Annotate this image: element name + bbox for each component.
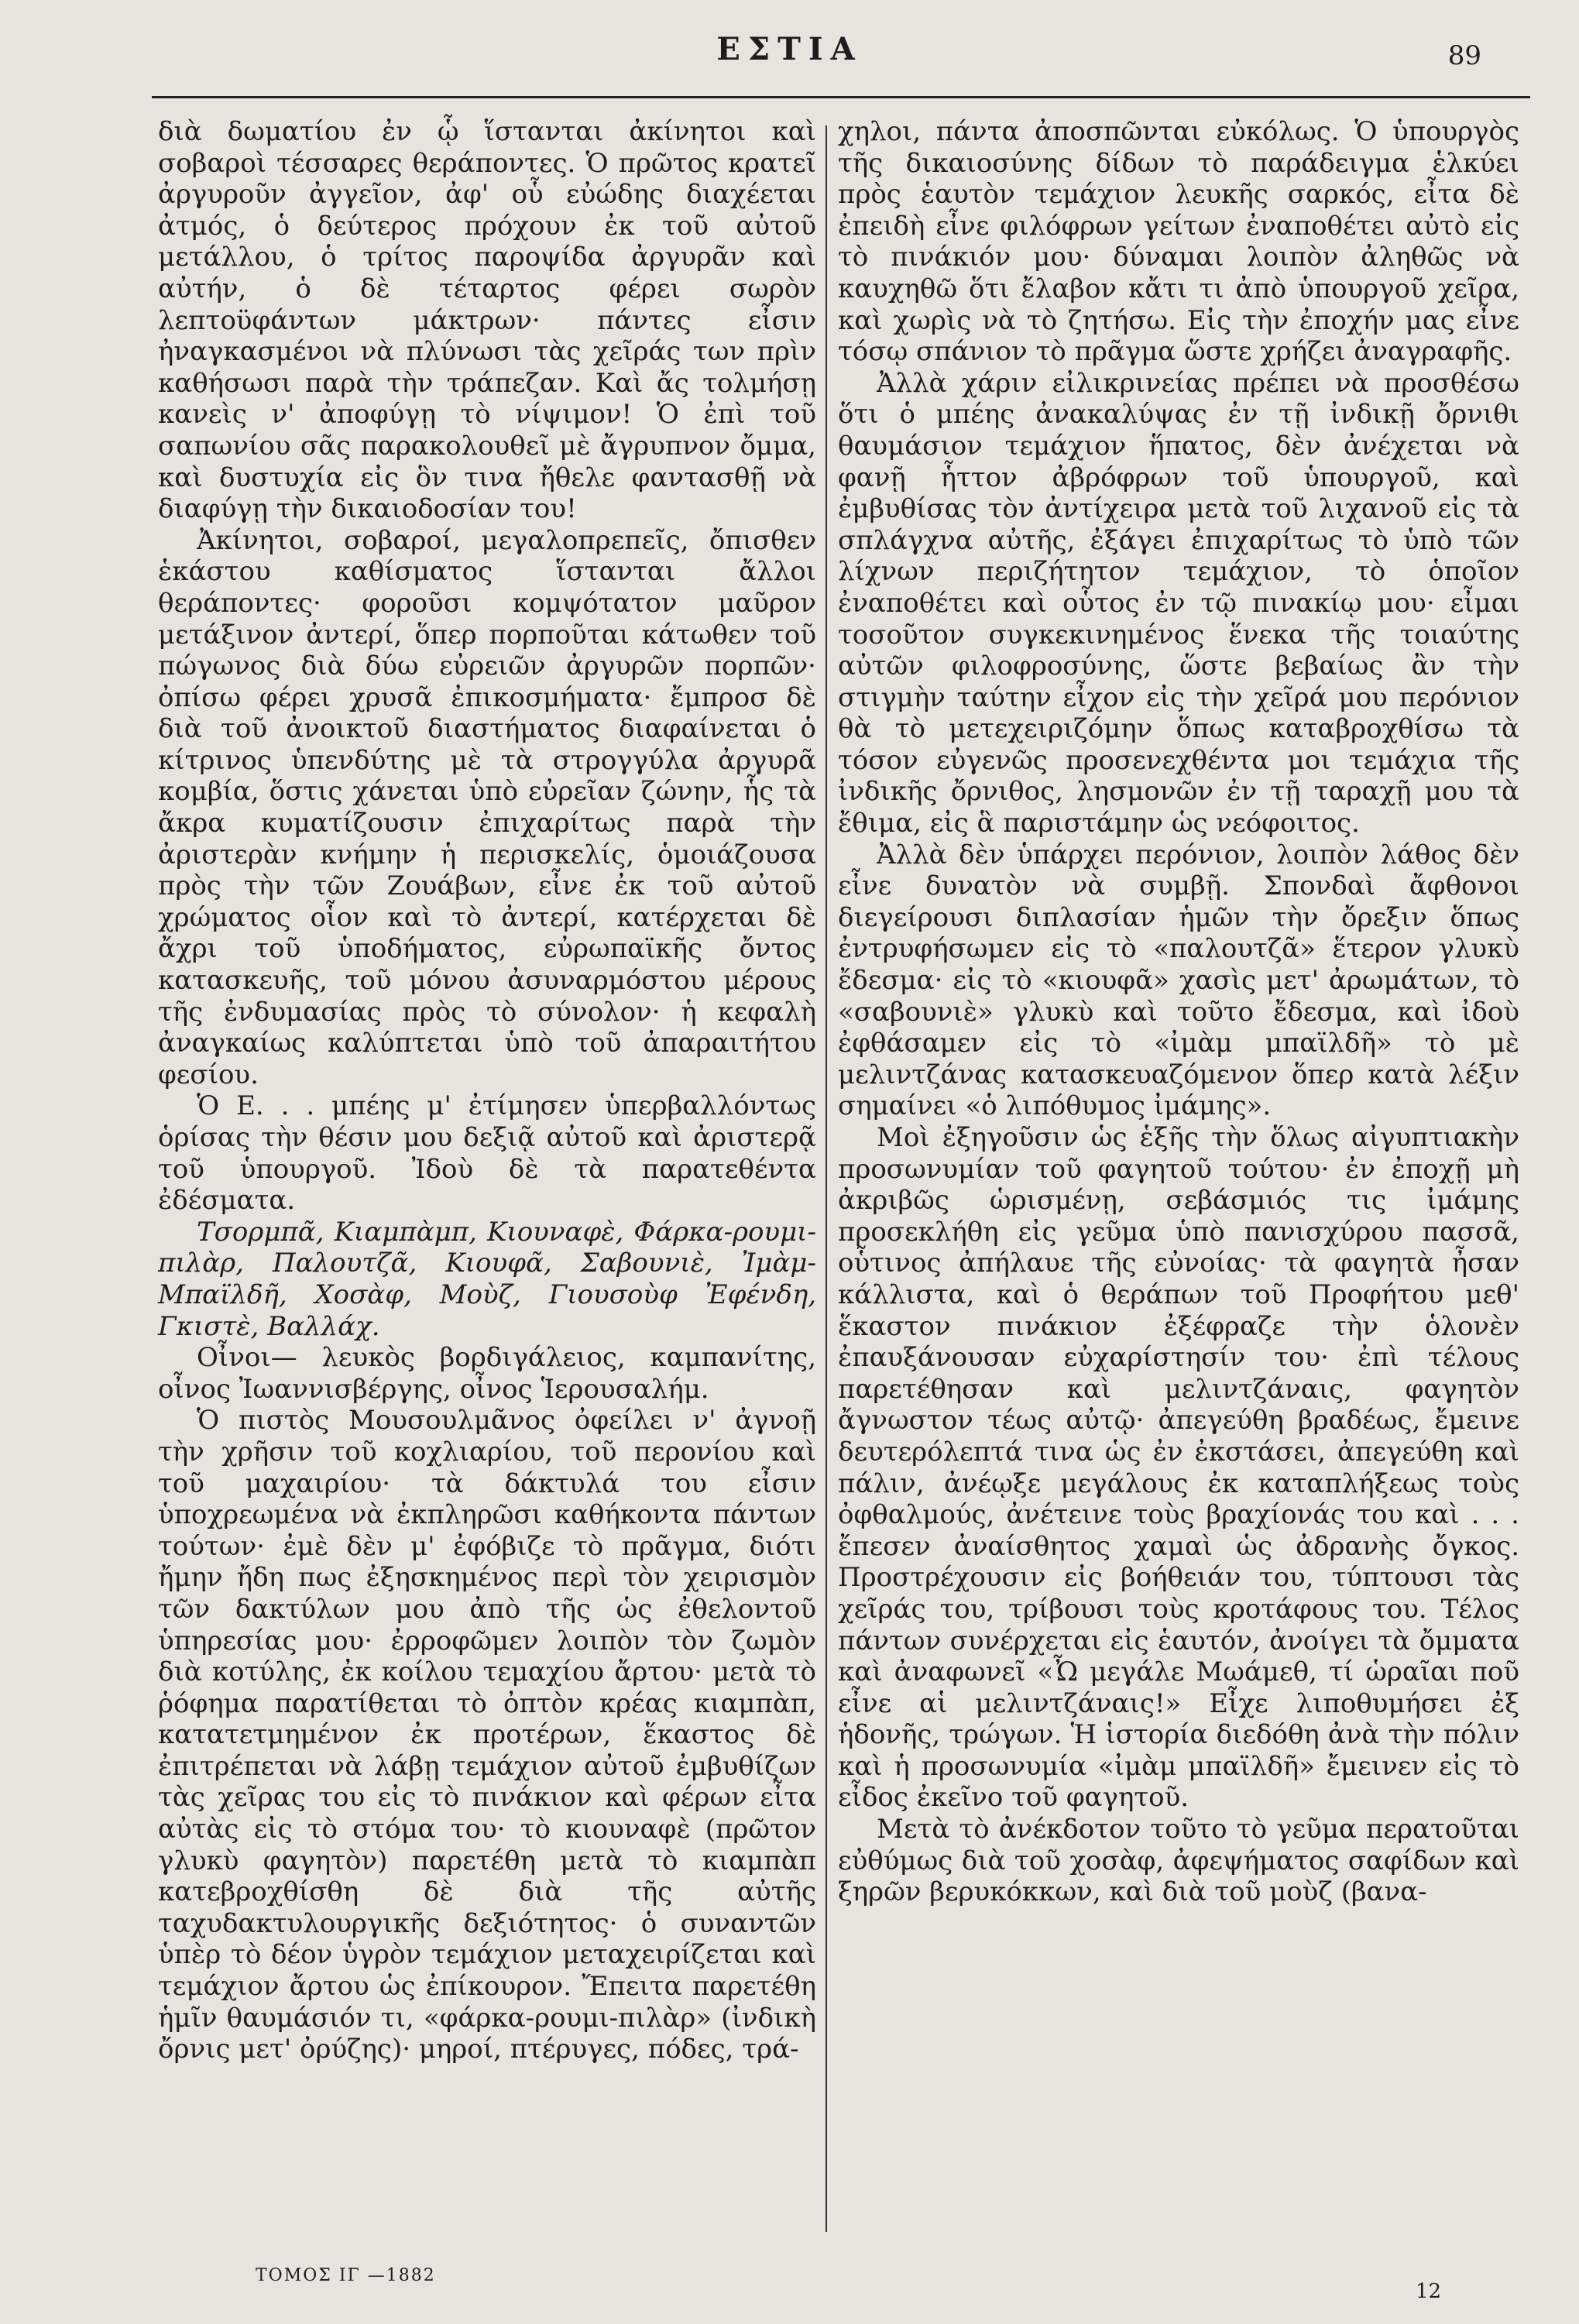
page-number: 89 xyxy=(1447,40,1481,71)
column-divider xyxy=(826,125,827,2232)
right-column xyxy=(838,116,1519,1908)
volume-footer: ΤΟΜΟΣ ΙΓ —1882 xyxy=(256,2266,436,2285)
left-paragraph-3: Ὁ Ε. . . μπέης μ' ἐτίμησεν ὑπερβαλλόντως ὁρίσας τὴν θέσιν μου δεξιᾷ αὐτοῦ καὶ ἀριστερᾷ τοῦ ὑπουργοῦ. Ἰδοὺ δὲ τὰ παρατεθέντα ἐδέσματα. xyxy=(158,1090,816,1217)
left-paragraph-wines: Οἶνοι— λευκὸς βορδιγάλειος, καμπανίτης, οἶνος Ἰωαννισβέργης, οἶνος Ἱερουσαλήμ. xyxy=(158,1342,816,1405)
left-column xyxy=(158,116,816,2065)
signature-number: 12 xyxy=(1416,2280,1442,2303)
right-paragraph-3: Ἀλλὰ δὲν ὑπάρχει περόνιον, λοιπὸν λάθος δὲν εἶνε δυνατὸν νὰ συμβῇ. Σπονδαὶ ἄφθονοι διεγείρουσι διπλασίαν ἡμῶν τὴν ὄρεξιν ὅπως ἐντρυφήσωμεν εἰς τὸ «παλουτζᾶ» ἕτερον γλυκὺ ἔδεσμα· εἰς τὸ «κιουφᾶ» χασὶς μετ' ἀρωμάτων, τὸ «σαβουνιὲ» γλυκὺ καὶ τοῦτο ἔδεσμα, καὶ ἰδοὺ ἐφθάσαμεν εἰς τὸ «ἰμὰμ μπαϊλδῆ» τὸ μὲ μελιντζάνας κατασκευαζόμενον ὅπερ κατὰ λέξιν σημαίνει «ὁ λιπόθυμος ἰμάμης». xyxy=(838,839,1519,1122)
right-paragraph-4: Μοὶ ἐξηγοῦσιν ὡς ἑξῆς τὴν ὅλως αἰγυπτιακὴν προσωνυμίαν τοῦ φαγητοῦ τούτου· ἐν ἐποχῇ μὴ ἀκριβῶς ὡρισμένῃ, σεβάσμιός τις ἰμάμης προσεκλήθη εἰς γεῦμα ὑπὸ πανισχύρου πασσᾶ, οὗτινος ἀπήλαυε τῆς εὐνοίας· τὰ φαγητὰ ἦσαν κάλλιστα, καὶ ὁ θεράπων τοῦ Προφήτου μεθ' ἕκαστον πινάκιον ἐξέφραζε τὴν ὁλονὲν ἐπαυξάνουσαν εὐχαρίστησίν του· ἐπὶ τέλους παρετέθησαν καὶ μελιντζάναις, φαγητὸν ἄγνωστον τέως αὐτῷ· ἀπεγεύθη βραδέως, ἔμεινε δευτερόλεπτά τινα ὡς ἐν ἐκστάσει, ἀπεγεύθη καὶ πάλιν, ἀνέῳξε μεγάλους ἐκ καταπλήξεως τοὺς ὀφθαλμούς, ἀνέτεινε τοὺς βραχίονάς του καὶ . . . ἔπεσεν ἀναίσθητος χαμαὶ ὡς ἀδρανὴς ὄγκος. Προστρέχουσιν εἰς βοήθειάν του, τύπτουσι τὰς χεῖράς του, τρίβουσι τοὺς κροτάφους του. Τέλος πάντων συνέρχεται εἰς ἑαυτόν, ἀνοίγει τὰ ὄμματα καὶ ἀναφωνεῖ «Ὦ μεγάλε Μωάμεθ, τί ὡραῖαι ποῦ εἶνε αἱ μελιντζάναις!» Εἶχε λιποθυμήσει ἐξ ἡδονῆς, τρώγων. Ἡ ἱστορία διεδόθη ἀνὰ τὴν πόλιν καὶ ἡ προσωνυμία «ἰμὰμ μπαϊλδῆ» ἔμεινεν εἰς τὸ εἶδος ἐκεῖνο τοῦ φαγητοῦ. xyxy=(838,1122,1519,1814)
right-paragraph-1: χηλοι, πάντα ἀποσπῶνται εὐκόλως. Ὁ ὑπουργὸς τῆς δικαιοσύνης δίδων τὸ παράδειγμα ἑλκύει πρὸς ἑαυτὸν τεμάχιον λευκῆς σαρκός, εἶτα δὲ ἐπειδὴ εἶνε φιλόφρων γείτων ἐναποθέτει αὐτὸ εἰς τὸ πινάκιόν μου· δύναμαι λοιπὸν ἀληθῶς νὰ καυχηθῶ ὅτι ἔλαβον κἄτι τι ἀπὸ ὑπουργοῦ χεῖρα, καὶ χωρὶς νὰ τὸ ζητήσω. Εἰς τὴν ἐποχήν μας εἶνε τόσῳ σπάνιον τὸ πρᾶγμα ὥστε χρήζει ἀναγραφῆς. xyxy=(838,116,1519,368)
page-title: ΕΣΤΙΑ xyxy=(716,31,863,67)
left-paragraph-1: διὰ δωματίου ἐν ᾧ ἵστανται ἀκίνητοι καὶ σοβαροὶ τέσσαρες θεράποντες. Ὁ πρῶτος κρατεῖ ἀργυροῦν ἀγγεῖον, ἀφ' οὗ εὐώδης διαχέεται ἀτμός, ὁ δεύτερος πρόχουν ἐκ τοῦ αὐτοῦ μετάλλου, ὁ τρίτος παροψίδα ἀργυρᾶν καὶ αὐτήν, ὁ δὲ τέταρτος φέρει σωρὸν λεπτοϋφάντων μάκτρων· πάντες εἶσιν ἠναγκασμένοι νὰ πλύνωσι τὰς χεῖράς των πρὶν καθήσωσι παρὰ τὴν τράπεζαν. Καὶ ἄς τολμήσῃ κανεὶς ν' ἀποφύγῃ τὸ νίψιμον! Ὁ ἐπὶ τοῦ σαπωνίου σᾶς παρακολουθεῖ μὲ ἄγρυπνον ὄμμα, καὶ δυστυχία εἰς ὃν τινα ἤθελε φαντασθῇ νὰ διαφύγῃ τὴν δικαιοδοσίαν του! xyxy=(158,116,816,525)
left-paragraph-2: Ἀκίνητοι, σοβαροί, μεγαλοπρεπεῖς, ὄπισθεν ἑκάστου καθίσματος ἵστανται ἄλλοι θεράποντες· φοροῦσι κομψότατον μαῦρον μετάξινον ἀντερί, ὅπερ πορποῦται κάτωθεν τοῦ πώγωνος διὰ δύω εὐρειῶν ἀργυρῶν πορπῶν· ὀπίσω φέρει χρυσᾶ ἐπικοσμήματα· ἔμπροσ δὲ διὰ τοῦ ἀνοικτοῦ διαστήματος διαφαίνεται ὁ κίτρινος ὑπενδύτης μὲ τὰ στρογγύλα ἀργυρᾶ κομβία, ὅστις χάνεται ὑπὸ εὐρεῖαν ζώνην, ἧς τὰ ἄκρα κυματίζουσιν ἐπιχαρίτως παρὰ τὴν ἀριστερὰν κνήμην ἡ περισκελίς, ὁμοιάζουσα πρὸς τὴν τῶν Ζουάβων, εἶνε ἐκ τοῦ αὐτοῦ χρώματος οἷον καὶ τὸ ἀντερί, κατέρχεται δὲ ἄχρι τοῦ ὑποδήματος, εὐρωπαϊκῆς ὄντος κατασκευῆς, τοῦ μόνου ἀσυναρμόστου μέρους τῆς ἐνδυμασίας πρὸς τὸ σύνολον· ἡ κεφαλὴ ἀναγκαίως καλύπτεται ὑπὸ τοῦ ἀπαραιτήτου φεσίου. xyxy=(158,524,816,1090)
left-paragraph-6: Ὁ πιστὸς Μουσουλμᾶνος ὀφείλει ν' ἀγνοῇ τὴν χρῆσιν τοῦ κοχλιαρίου, τοῦ περονίου καὶ τοῦ μαχαιρίου· τὰ δάκτυλά του εἶσιν ὑποχρεωμένα νὰ ἐκπληρῶσι καθήκοντα πάντων τούτων· ἐμὲ δὲν μ' ἐφόβιζε τὸ πρᾶγμα, διότι ἤμην ἤδη πως ἐξησκημένος περὶ τὸν χειρισμὸν τῶν δακτύλων μου ἀπὸ τῆς ὡς ἐθελοντοῦ ὑπηρεσίας μου· ἐρροφῶμεν λοιπὸν τὸν ζωμὸν διὰ κοτύλης, ἐκ κοίλου τεμαχίου ἄρτου· μετὰ τὸ ῥόφημα παρατίθεται τὸ ὀπτὸν κρέας κιαμπὰπ, κατατετμημένον ἐκ προτέρων, ἕκαστος δὲ ἐπιτρέπεται νὰ λάβῃ τεμάχιον αὐτοῦ ἐμβυθίζων τὰς χεῖρας του εἰς τὸ πινάκιον καὶ φέρων εἶτα αὐτὰς εἰς τὸ στόμα του· τὸ κιουναφὲ (πρῶτον γλυκὺ φαγητὸν) παρετέθη μετὰ τὸ κιαμπὰπ κατεβροχθίσθη δὲ διὰ τῆς αὐτῆς ταχυδακτυλουργικῆς δεξιότητος· ὁ συναντῶν ὑπὲρ τὸ δέον ὑγρὸν τεμάχιον μεταχειρίζεται καὶ τεμάχιον ἄρτου ὡς ἐπίκουρον. Ἔπειτα παρετέθη ἡμῖν θαυμάσιόν τι, «φάρκα-ρουμι-πιλὰρ» (ἰνδικὴ ὄρνις μετ' ὀρύζης)· μηροί, πτέρυγες, πόδες, τρά- xyxy=(158,1405,816,2065)
right-paragraph-5: Μετὰ τὸ ἀνέκδοτον τοῦτο τὸ γεῦμα περατοῦται εὐθύμως διὰ τοῦ χοσὰφ, ἀφεψήματος σαφίδων καὶ ξηρῶν βερυκόκκων, καὶ διὰ τοῦ μοὺζ (βανα- xyxy=(838,1814,1519,1908)
right-paragraph-2: Ἀλλὰ χάριν εἰλικρινείας πρέπει νὰ προσθέσω ὅτι ὁ μπέης ἀνακαλύψας ἐν τῇ ἰνδικῇ ὄρνιθι θαυμάσιον τεμάχιον ἥπατος, δὲν ἀνέχεται νὰ φανῇ ἧττον ἀβρόφρων τοῦ ὑπουργοῦ, καὶ ἐμβυθίσας τὸν ἀντίχειρα μετὰ τοῦ λιχανοῦ εἰς τὰ σπλάγχνα αὐτῆς, ἐξάγει ἐπιχαρίτως τὸ ὑπὸ τῶν λίχνων περιζήτητον τεμάχιον, τὸ ὁποῖον ἐναποθέτει καὶ οὗτος ἐν τῷ πινακίῳ μου· εἶμαι τοσοῦτον συγκεκινημένος ἕνεκα τῆς τοιαύτης αὐτῶν φιλοφροσύνης, ὥστε βεβαίως ἂν τὴν στιγμὴν ταύτην εἶχον εἰς τὴν χεῖρά μου περόνιον θὰ τὸ μετεχειριζόμην ὅπως καταβροχθίσω τὰ τόσον εὐγενῶς προσενεχθέντα μοι τεμάχια τῆς ἰνδικῆς ὄρνιθος, λησμονῶν ἐν τῇ ταραχῇ μου τὰ ἔθιμα, εἰς ἃ παριστάμην ὡς νεόφοιτος. xyxy=(838,367,1519,839)
left-paragraph-menu: Τσορμπᾶ, Κιαμπὰμπ, Κιουναφὲ, Φάρκα-ρουμι-πιλὰρ, Παλουτζᾶ, Κιουφᾶ, Σαβουνιὲ, Ἰμὰμ-Μπαϊλδῆ, Χοσὰφ, Μοὺζ, Γιουσοὺφ Ἐφένδη, Γκιστὲ, Βαλλάχ. xyxy=(158,1216,816,1342)
header-rule xyxy=(152,96,1530,98)
